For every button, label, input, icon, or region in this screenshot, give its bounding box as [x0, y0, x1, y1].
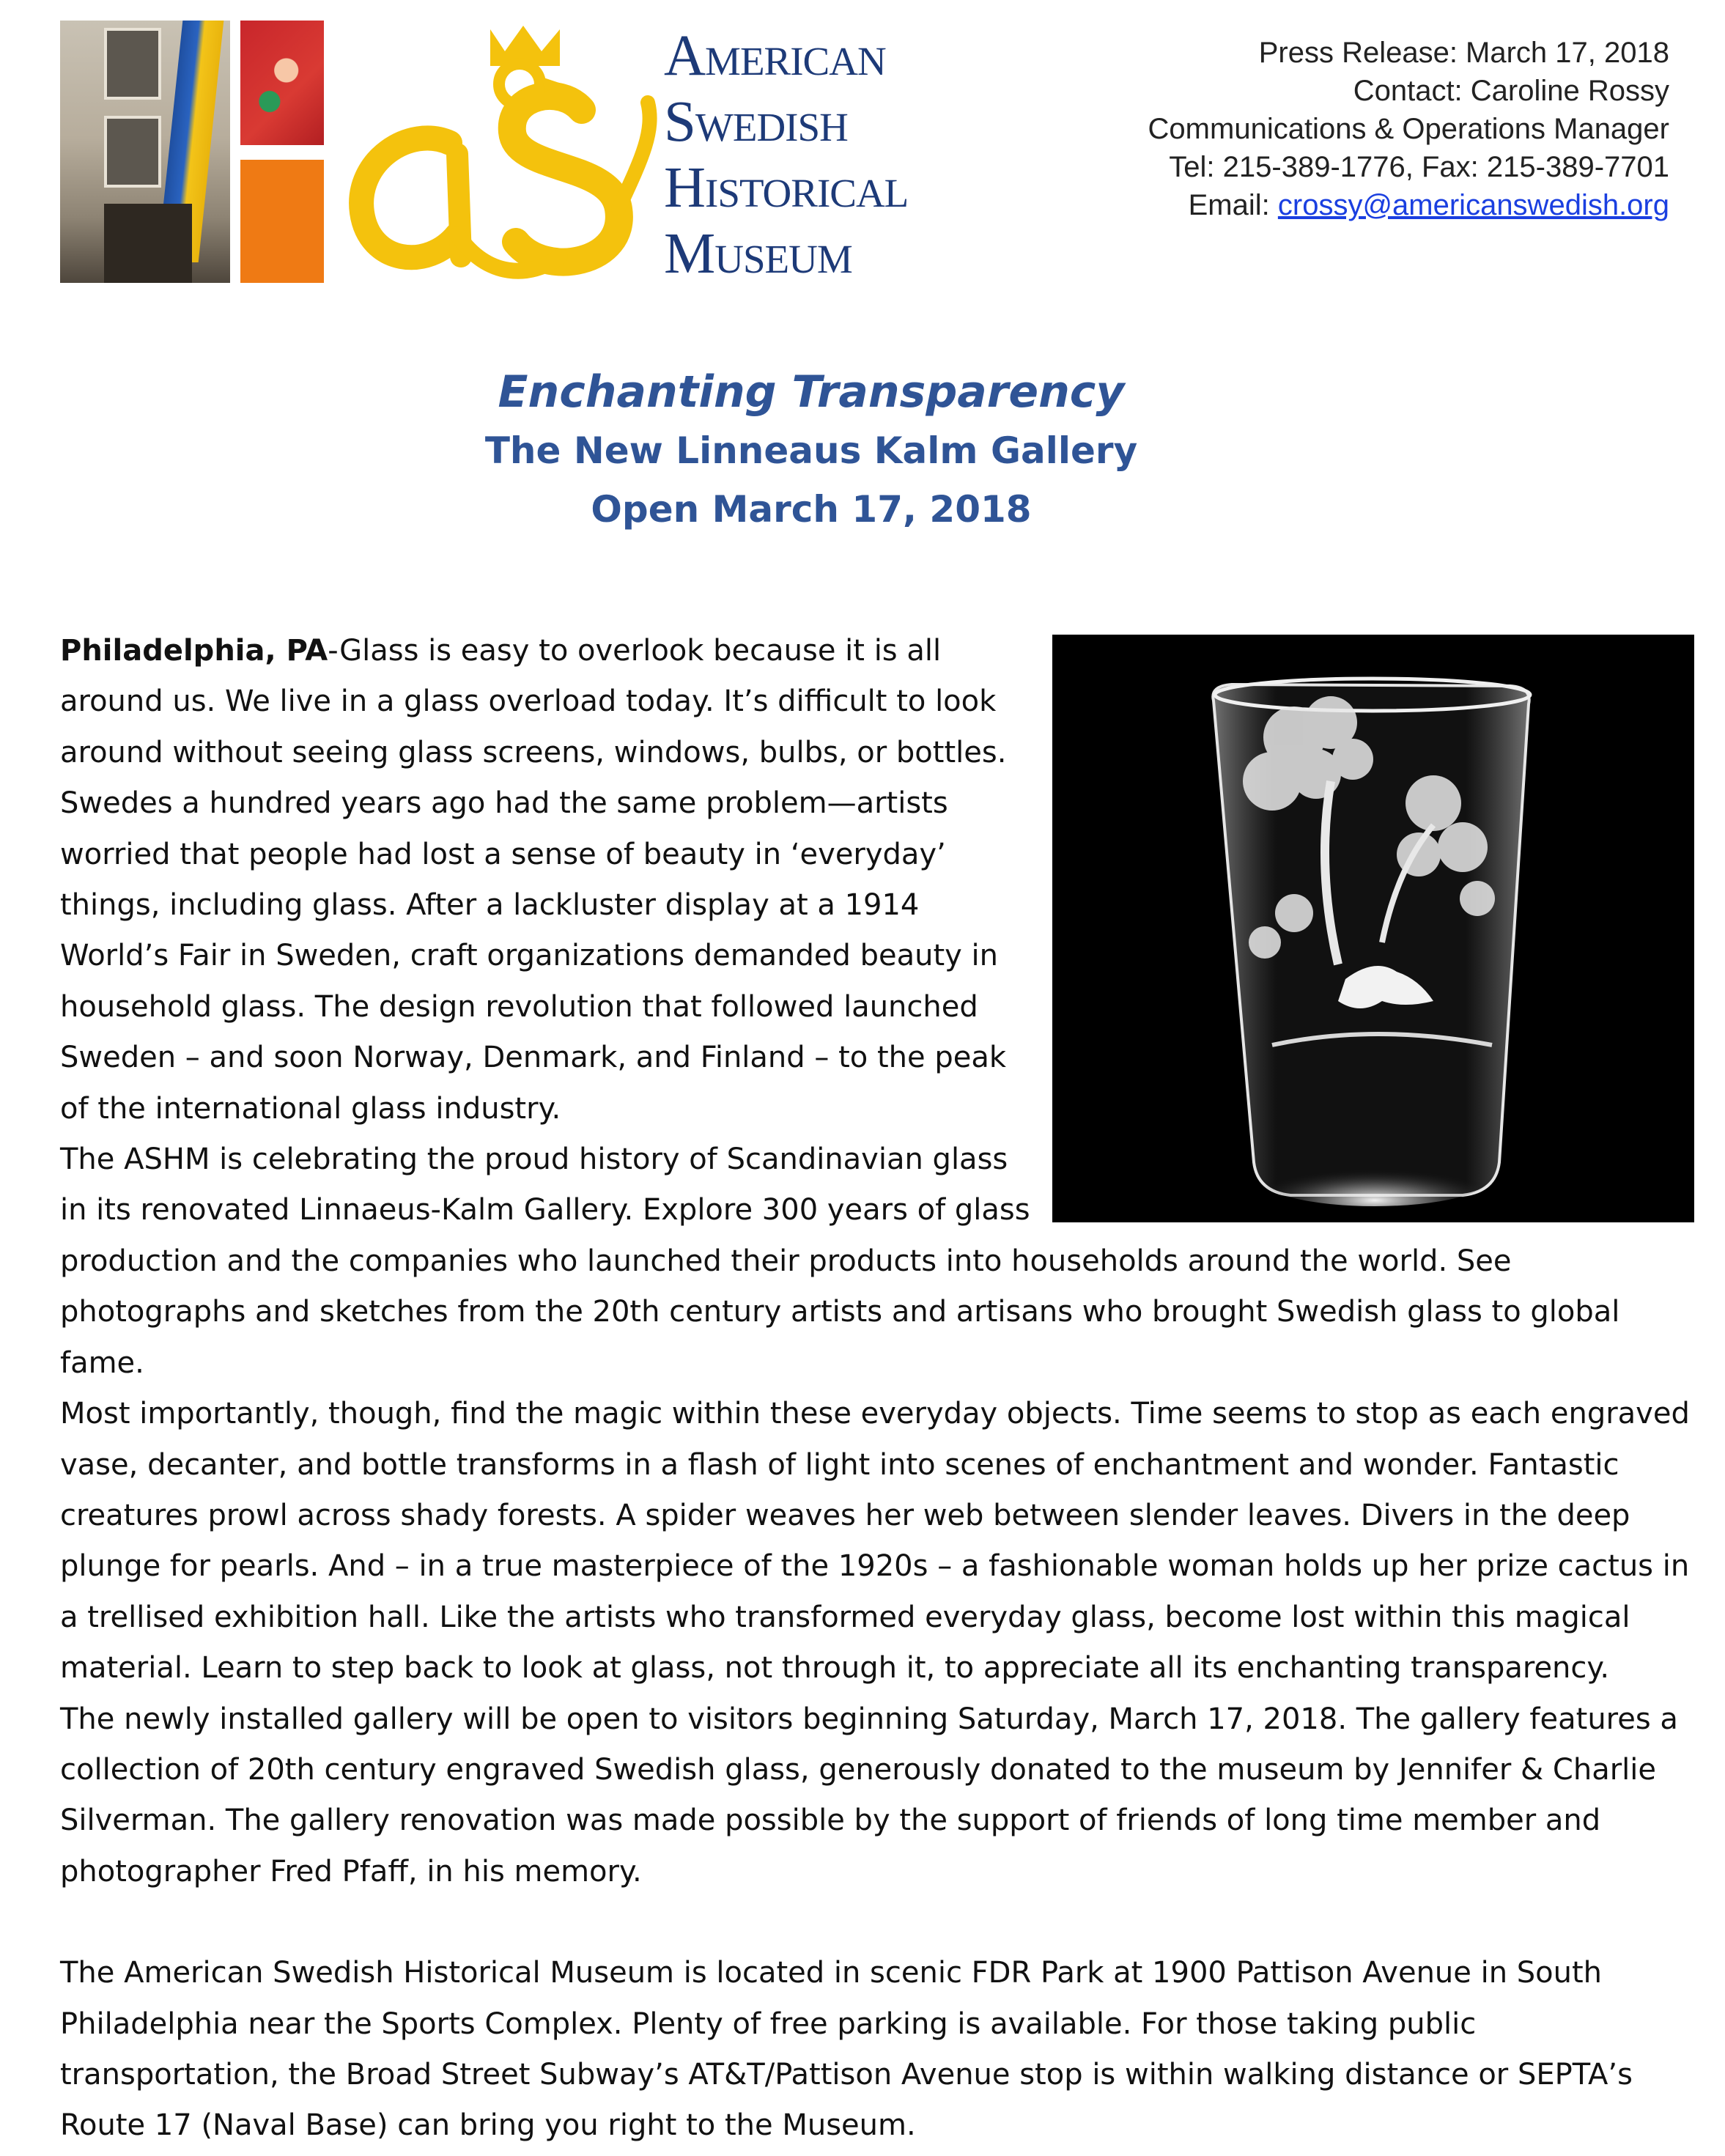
email-label: Email: [1188, 189, 1278, 221]
page-title: Enchanting Transparency [498, 366, 1125, 418]
dateline: Philadelphia, PA [60, 634, 328, 668]
museum-logo-icon [340, 15, 662, 286]
article-body [60, 626, 1694, 2152]
museum-logo-wordmark [664, 23, 979, 287]
page-subtitle: The New Linneaus Kalm Gallery [484, 429, 1138, 472]
contact-block [1148, 34, 1669, 224]
paragraph-location: The American Swedish Historical Museum is located in scenic FDR Park at 1900 Pattison Avenue in South Philadelphia near the Sports Complex. Plenty of free parking is available. For those taking public transportation, the Broad Street Subway’s AT&T/Pattison Avenue stop is within walking distance or SEPTA’s Route 17 (Naval Base) can bring you right to the Museum. [60, 1956, 1633, 2143]
engraved-vase-photo [1052, 635, 1694, 1222]
paragraph-opening: The newly installed gallery will be open to visitors beginning Saturday, March 17, 2018. The gallery features a collection of 20th century engraved Swedish glass, generously donated to the museum by Jennifer & Charlie Silverman. The gallery renovation was made possible by the support of friends of long time member and photographer Fred Pfaff, in his memory. [60, 1702, 1678, 1889]
paragraph-gallery: The ASHM is celebrating the proud history of Scandinavian glass in its renovated Linnaeus-Kalm Gallery. Explore 300 years of glass production and the companies who launched their products into households around the world. See photographs and sketches from the 20th century artists and artisans who brought Swedish glass to global fame. [60, 1142, 1620, 1380]
logo-line: Museum [664, 222, 852, 286]
opening-date: Open March 17, 2018 [591, 488, 1032, 531]
contact-email-line [1148, 186, 1669, 224]
museum-building-photo [60, 21, 230, 283]
contact-role: Communications & Operations Manager [1148, 113, 1669, 145]
logo-line: Swedish [664, 90, 848, 154]
dala-horse-photo [240, 21, 324, 145]
paragraph-intro-text: -Glass is easy to overlook because it is all around us. We live in a glass overload today. It’s difficult to look around without seeing glass screens, windows, bulbs, or bottles. Swedes a hundred years ago had the same problem—artists worried that people had lost a sense of beauty in ‘everyday’ things, including glass. After a lackluster display at a 1914 World’s Fair in Sweden, craft organizations demanded beauty in household glass. The design revolution that followed launched Sweden – and soon Norway, Denmark, and Finland – to the peak of the international glass industry. [60, 634, 1007, 1126]
contact-name: Contact: Caroline Rossy [1353, 75, 1669, 107]
header-photo-collage [60, 21, 324, 283]
paragraph-magic: Most importantly, though, find the magic within these everyday objects. Time seems to stop as each engraved vase, decanter, and bottle transforms in a flash of light into scenes of enchantment and wonder. Fantastic creatures prowl across shady forests. A spider weaves her web between slender leaves. Divers in the deep plunge for pearls. And – in a true masterpiece of the 1920s – a fashionable woman holds up her prize cactus in a trellised exhibition hall. Like the artists who transformed everyday glass, become lost within this magical material. Learn to step back to look at glass, not through it, to appreciate all its enchanting transparency. [60, 1397, 1690, 1686]
contact-phone: Tel: 215-389-1776, Fax: 215-389-7701 [1169, 151, 1669, 183]
email-link[interactable]: crossy@americanswedish.org [1277, 189, 1669, 221]
paragraph-spacer [60, 1897, 1694, 1948]
logo-line: American [664, 24, 886, 88]
press-release-date: Press Release: March 17, 2018 [1258, 37, 1669, 69]
orange-block [240, 160, 324, 283]
logo-line: Historical [664, 156, 909, 220]
